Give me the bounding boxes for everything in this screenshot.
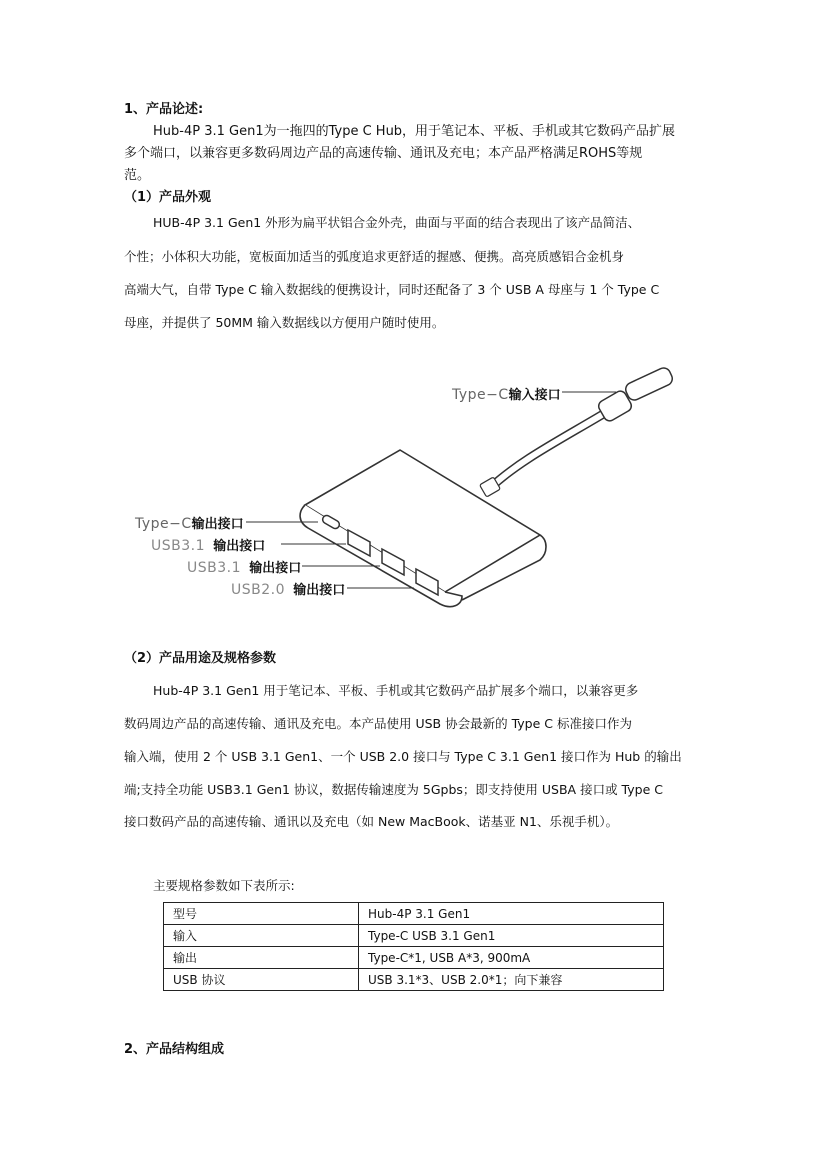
usage-line: 数码周边产品的高速传输、通讯及充电。本产品使用 USB 协会最新的 Type C 标准接口作为 bbox=[124, 716, 632, 731]
table-row bbox=[164, 925, 664, 947]
table-row bbox=[164, 947, 664, 969]
table-cell-value: Type-C*1, USB A*3, 900mA bbox=[359, 947, 664, 969]
section-heading-1: 1、产品论述: bbox=[124, 102, 204, 117]
table-cell-key: USB 协议 bbox=[164, 969, 359, 991]
label-usb31-output-1: USB3.1 输出接口 bbox=[151, 538, 266, 554]
appearance-line: 个性；小体积大功能，宽板面加适当的弧度追求更舒适的握感、便携。高亮质感铝合金机身 bbox=[124, 249, 625, 264]
label-type-c-output: Type−C输出接口 bbox=[135, 516, 244, 532]
table-cell-value: Type-C USB 3.1 Gen1 bbox=[359, 925, 664, 947]
appearance-line: HUB-4P 3.1 Gen1 外形为扁平状铝合金外壳，曲面与平面的结合表现出了该产品简洁、 bbox=[153, 215, 641, 230]
table-row bbox=[164, 903, 664, 925]
intro-line: 范。 bbox=[124, 168, 151, 183]
usage-line: 端;支持全功能 USB3.1 Gen1 协议，数据传输速度为 5Gpbs；即支持使用 USBA 接口或 Type C bbox=[124, 782, 663, 797]
table-row bbox=[164, 969, 664, 991]
table-cell-key: 输入 bbox=[164, 925, 359, 947]
label-input: Type−C输入接口 bbox=[452, 387, 561, 403]
intro-line: 多个端口，以兼容更多数码周边产品的高速传输、通讯及充电；本产品严格满足ROHS等规 bbox=[124, 146, 643, 161]
table-cell-key: 型号 bbox=[164, 903, 359, 925]
label-usb20-output: USB2.0 输出接口 bbox=[231, 582, 346, 598]
intro-line: Hub-4P 3.1 Gen1为一拖四的Type C Hub，用于笔记本、平板、手机或其它数码产品扩展 bbox=[153, 124, 676, 139]
table-cell-value: USB 3.1*3、USB 2.0*1；向下兼容 bbox=[359, 969, 664, 991]
table-cell-key: 输出 bbox=[164, 947, 359, 969]
type-c-plug-icon bbox=[623, 366, 674, 403]
label-usb31-output-2: USB3.1 输出接口 bbox=[187, 560, 302, 576]
usage-line: 输入端，使用 2 个 USB 3.1 Gen1、一个 USB 2.0 接口与 Type C 3.1 Gen1 接口作为 Hub 的输出 bbox=[124, 749, 682, 764]
subsection-heading-usage: （2）产品用途及规格参数 bbox=[124, 651, 277, 666]
usage-line: 接口数码产品的高速传输、通讯以及充电（如 New MacBook、诺基亚 N1、乐视手机）。 bbox=[124, 814, 619, 829]
usage-line: Hub-4P 3.1 Gen1 用于笔记本、平板、手机或其它数码产品扩展多个端口，以兼容更多 bbox=[153, 683, 639, 698]
section-heading-2: 2、产品结构组成 bbox=[124, 1042, 225, 1057]
table-caption: 主要规格参数如下表所示: bbox=[153, 878, 295, 893]
spec-table bbox=[163, 902, 664, 991]
subsection-heading-appearance: （1）产品外观 bbox=[124, 190, 212, 205]
appearance-line: 母座，并提供了 50MM 输入数据线以方便用户随时使用。 bbox=[124, 315, 445, 330]
appearance-line: 高端大气，自带 Type C 输入数据线的便携设计，同时还配备了 3 个 USB A 母座与 1 个 Type C bbox=[124, 282, 660, 297]
table-cell-value: Hub-4P 3.1 Gen1 bbox=[359, 903, 664, 925]
